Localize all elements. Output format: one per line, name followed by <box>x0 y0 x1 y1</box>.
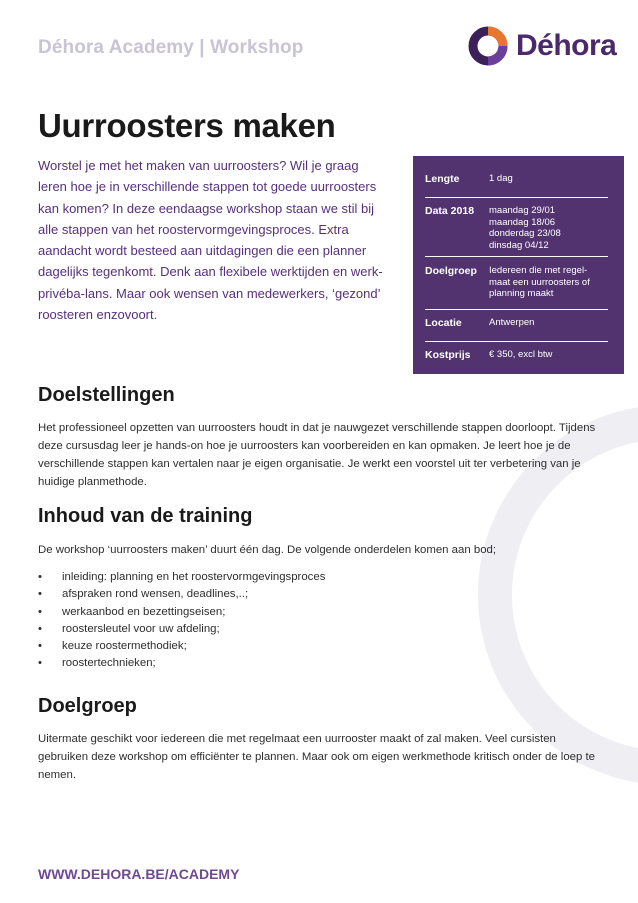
info-label: Doelgroep <box>425 265 477 277</box>
logo-wordmark: Déhora <box>516 29 617 62</box>
info-row-kostprijs <box>425 349 608 361</box>
section-text-doelgroep: Uitermate geschikt voor iedereen die met regelmaat een uurrooster maakt of zal maken. Veel cursisten gebruiken deze workshop om efficiënter te plannen. Maar ook om eigen werkmethode kritisch onder de loep te nemen. <box>38 733 595 781</box>
info-label: Lengte <box>425 173 460 185</box>
section-title-inhoud: Inhoud van de training <box>38 505 253 527</box>
list-item: • inleiding: planning en het roostervormgevingsproces <box>38 571 326 583</box>
dehora-ring-logo-icon <box>466 24 510 68</box>
info-row-data <box>425 205 608 251</box>
section-title-doelstellingen: Doelstellingen <box>38 384 175 406</box>
section-text-inhoud: De workshop ‘uurroosters maken’ duurt één dag. De volgende onderdelen komen aan bod; <box>38 544 497 556</box>
list-item: • werkaanbod en bezettingseisen; <box>38 605 226 618</box>
info-label: Kostprijs <box>425 349 471 361</box>
info-divider <box>425 309 608 310</box>
training-content-list <box>38 569 325 673</box>
info-box <box>413 156 624 374</box>
info-divider <box>425 341 608 342</box>
list-item: • afspraken rond wensen, deadlines,..; <box>38 588 249 601</box>
dehora-logo[interactable] <box>466 24 616 68</box>
info-divider <box>425 256 608 257</box>
info-row-lengte <box>425 173 608 185</box>
info-value: Antwerpen <box>489 317 535 328</box>
section-title-doelgroep: Doelgroep <box>38 695 137 717</box>
list-item: • keuze roostermethodiek; <box>38 640 187 653</box>
info-value: maandag 29/01 maandag 18/06 donderdag 23/08 dinsdag 04/12 <box>489 205 561 251</box>
intro-paragraph: Worstel je met het maken van uurroosters? Wil je graag leren hoe je in verschillende stappen tot goede uurroosters kan komen? In deze eendaagse workshop staan we stil bij alle stappen van het roostervormgevingsproces. Extra aandacht wordt besteed aan uitdagingen die een planner dagelijks tegenkomt. Denk aan flexibele werktijden en werk-privéba-lans. Maar ook wensen van medewerkers, ‘gezond’ roosteren enzovoort. <box>38 158 383 323</box>
info-row-doelgroep <box>425 265 608 300</box>
info-row-locatie <box>425 317 608 329</box>
list-item: • roostertechnieken; <box>38 657 156 670</box>
section-text-doelstellingen: Het professioneel opzetten van uurroosters houdt in dat je nauwgezet verschillende stappen doorloopt. Tijdens deze cursusdag leer je hands-on hoe je uurroosters kan voorbereiden en kan opmaken. Je leert hoe je de verschillende stappen kan vertalen naar je eigen organisatie. Je werkt een voorstel uit ter verbetering van je huidige planmethode. <box>38 422 596 488</box>
info-label: Data 2018 <box>425 205 475 217</box>
header-label: Déhora Academy | Workshop <box>38 37 304 58</box>
list-item: • roostersleutel voor uw afdeling; <box>38 622 220 635</box>
info-divider <box>425 197 608 198</box>
info-value: 1 dag <box>489 173 513 184</box>
info-value: € 350, excl btw <box>489 349 553 360</box>
info-label: Locatie <box>425 317 462 329</box>
page-title: Uurroosters maken <box>38 107 336 144</box>
info-value: Iedereen die met regel- maat een uurroosters of planning maakt <box>489 265 590 299</box>
footer-website-link[interactable]: WWW.DEHORA.BE/ACADEMY <box>38 866 240 882</box>
